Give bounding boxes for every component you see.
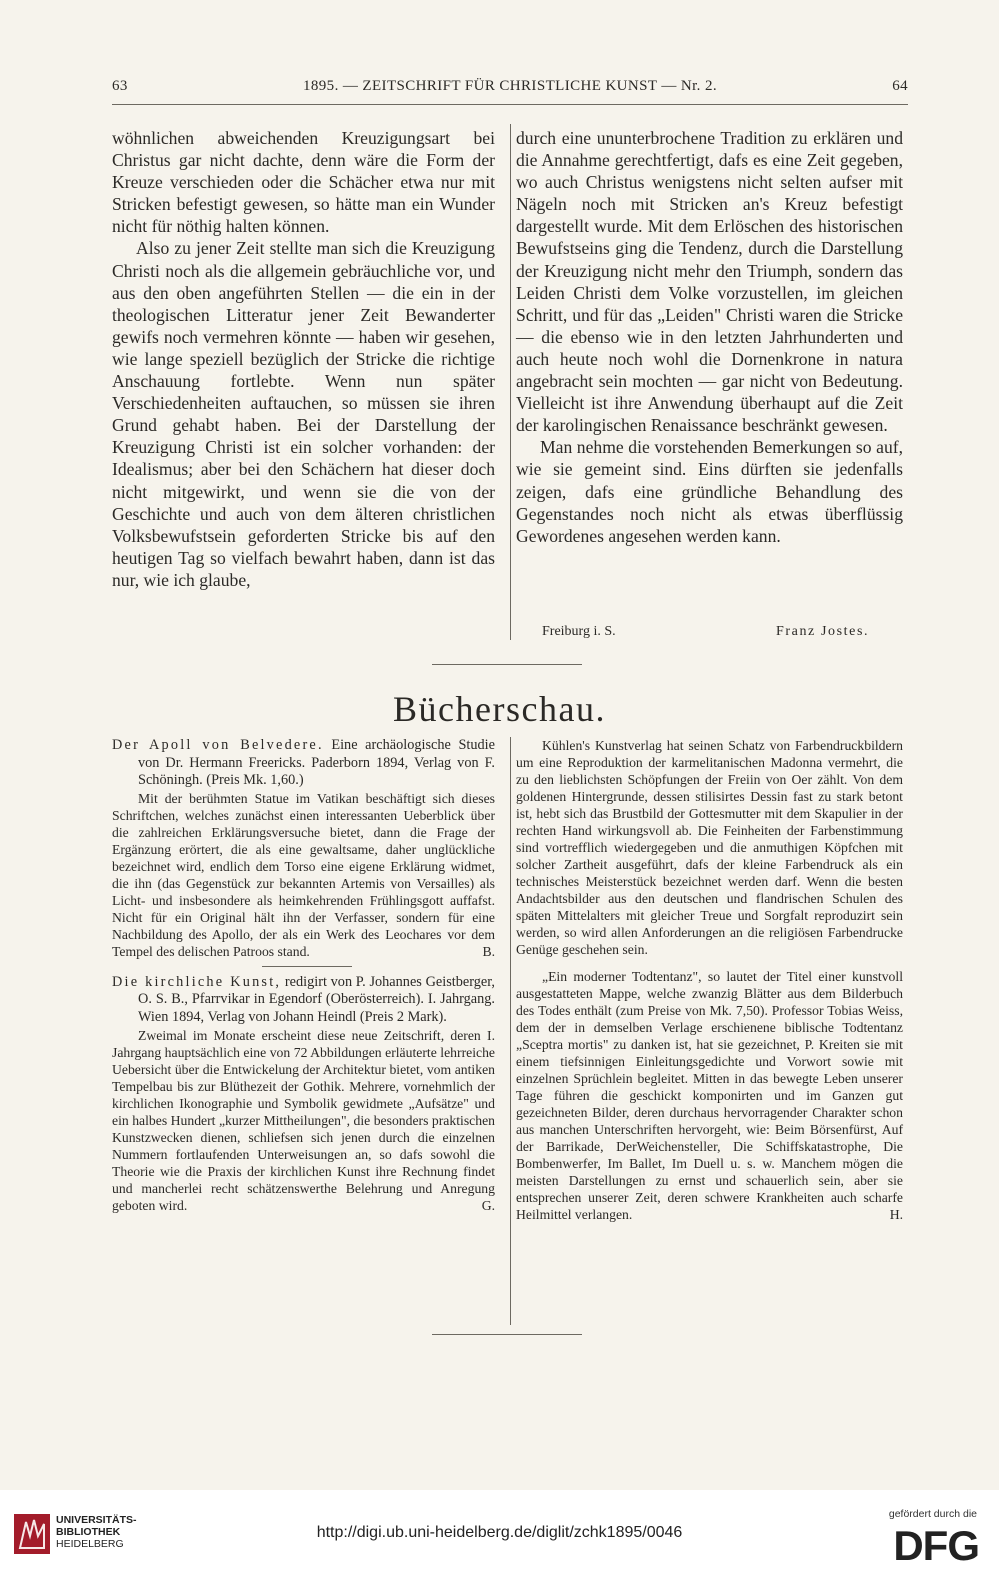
review-separator [112,960,495,974]
reviews-column-right [516,737,903,1223]
column-divider-top [510,124,511,640]
running-header [112,78,908,102]
end-rule [432,1334,582,1335]
paragraph: wöhnlichen abweichenden Kreuzigungsart bei Christus gar nicht dachte, denn wäre die Form der Kreuze verschieden oder die Schächer etwa nur mit Stricken befestigt gewesen, so hätte man ein Wunder nicht für nöthig halten können. [112,128,495,237]
paragraph: Also zu jener Zeit stellte man sich die Kreuzigung Christi noch als die allgemein gebräuchliche vor, und aus den oben angeführten Stellen — die ein in der theologischen Litteratur jener Zeit Bewanderter gewifs noch vermehren könnte — haben wir gesehen, wie lange speziell bezüglich der Stricke die richtige Anschauung fortlebte. Wenn nun später Verschiedenheiten auftauchen, so müssen sie ihren Grund gehabt haben. Bei der Darstellung der Kreuzigung Christi ist ein solcher vorhanden: der Idealismus; aber bei den Schächern hat dieser doch nicht mitgewirkt, und wenn sie die von der Geschichte und auch von dem älteren christlichen Volksbewufstsein geforderten Stricke bis auf den heutigen Tag so vielfach bewahrt haben, dann ist das nur, wie ich glaube, [112,238,495,590]
review-text: Mit der berühmten Statue im Vatikan beschäftigt sich dieses Schriftchen, welches zunächst einen interessanten Ueberblick über die zahlreichen Erklärungsversuche bietet, dann die Frage der Ergänzung erörtert, die als eine gewaltsame, daher unglückliche bezeichnet wird, endlich dem Torso eine eigene Erklärung widmet, die ihn (das Gegenstück zur bekannten Artemis von Versailles) als Licht- und insbesondere als heimkehrenden Frühlingsgott auffafst. Nicht für ein Original hält ihn der Verfasser, sondern für eine Nachbildung des Apollo, der als ein Werk des Leochares vor dem Tempel des delischen Patroos stand. [112,790,495,959]
review-title: Der Apoll von Belvedere. [112,737,324,753]
header-rule [112,104,908,105]
paragraph: Man nehme die vorstehenden Bemerkungen so auf, wie sie gemeint sind. Eins dürften sie jedenfalls zeigen, dafs eine gründliche Behandlung des Gegenstandes noch nicht als etwas überflüssig Gewordenes angesehen werden kann. [516,437,903,546]
review-title: Die kirchliche Kunst, [112,973,282,990]
reviews-column-left [112,737,495,1214]
reviewer-initial: B. [482,943,495,959]
column-left-top [112,127,495,591]
reviewer-initial: H. [889,1207,903,1222]
page-number-left: 63 [112,78,128,94]
library-name-line: HEIDELBERG [56,1538,124,1550]
review-text: „Ein moderner Todtentanz", so lautet der Titel einer kunstvoll ausgestatteten Mappe, welche zwanzig Blätter aus dem Bilderbuch des Todes enthält (zum Preise von Mk. 7,50). Professor Tobias Weiss, dem der in demselben Verlage erschienene biblische Todtentanz „Sceptra mortis" zu danken ist, hat sie gezeichnet, P. Kreiten sie mit einem tiefsinnigen Einleitungsgedichte und Vorwort sowie mit einzelnen Sprüchlein begleitet. Mitten in das bewegte Leben unserer Tage führen die geschickt komponirten und im Ganzen gut gezeichneten Bilder, deren durchaus hervorragender Charakter schon aus manchen Unterschriften hervorgeht, wie: Beim Börsenfürst, Auf der Barrikade, DerWeichensteller, Die Schiffskatastrophe, Die Bombenwerfer, Im Ballet, Im Duell u. s. w. Manchem mögen die meisten Darstellungen zu ernst und schauerlich sein, aber sie entsprechen unserer Zeit, deren schwere Krankheiten auch scharfe Heilmittel verlangen. [516,969,903,1222]
page-number-right: 64 [892,78,908,94]
section-title: Bücherschau. [393,689,606,729]
library-name-line: BIBLIOTHEK [56,1526,121,1538]
paragraph: durch eine ununterbrochene Tradition zu erklären und die Annahme gerechtfertigt, dafs es eine Zeit gegeben, wo auch Christus wenigstens nicht selten aufser mit Nägeln noch mit Stricken an's Kreuz befestigt dargestellt wurde. Mit dem Erlöschen des historischen Bewufstseins ging die Tendenz, durch die Darstellung der Kreuzigung nicht mehr den Triumph, sondern das Leiden Christi dem Volke vorzustellen, im gleichen Schritt, und für das „Leiden" Christi waren die Stricke — die ebenso wie in den letzten Jahrhunderten und auch heute noch wohl die Dornenkrone in natura angebracht sein mochten — gar nicht von Bedeutung. Vielleicht ist ihre Anwendung überhaupt auf die Zeit der karolingischen Renaissance beschränkt gewesen. [516,128,903,436]
digitization-footer [0,1490,999,1579]
signature-author: Franz Jostes. [776,624,870,639]
review-heading [112,737,495,790]
column-divider-bottom [510,737,511,1325]
review-body [516,968,903,1223]
journal-title: 1895. — ZEITSCHRIFT FÜR CHRISTLICHE KUNST — Nr. 2. [302,78,718,94]
funded-by-label: gefördert durch die [888,1508,977,1520]
section-rule [432,664,582,665]
reviewer-initial: G. [481,1197,495,1213]
review-text: Zweimal im Monate erscheint diese neue Zeitschrift, deren I. Jahrgang hauptsächlich eine von 72 Abbildungen erläuterte lehrreiche Uebersicht über die Entwickelung der Architektur bietet, vom antiken Tempelbau bis zur Blüthezeit der Gothik. Mehrere, vornehmlich der kirchlichen Ikonographie und Symbolik gewidmete „Aufsätze" und ein halbes Hundert „kurzer Mittheilungen", die besonders praktischen Kunstzwecken dienen, schliefsen sich jenen durch die einzelnen Nummern fortlaufenden Unterweisungen an, so dafs sowohl die Theorie wie die Praxis der kirchlichen Kunst ihre Rechnung findet und mancherlei recht schätzenswerthe Belehrung und Anregung geboten wird. [112,1027,495,1213]
review-details: redigirt von P. Johannes Geistberger, O. S. B., Pfarrvikar in Egendorf (Oberösterreich). I. Jahrgang. Wien 1894, Verlag von Johann Heindl (Preis 2 Mark). [138,973,495,1025]
signature-place: Freiburg i. S. [542,624,616,639]
source-url-link[interactable]: http://digi.ub.uni-heidelberg.de/diglit/zchk1895/0046 [316,1524,683,1541]
review-body: Kühlen's Kunstverlag hat seinen Schatz von Farbendruckbildern um eine Reproduktion der karmelitanischen Madonna vermehrt, die zu den lieblichsten Schöpfungen der Freiin von Oer zählt. Von dem goldenen Hintergrunde, dessen stilisirtes Dessin fast zu stark betont ist, hebt sich das Brustbild der Gottesmutter mit dem Skapulier in der rechten Hand wirkungsvoll ab. Die Feinheiten der Farbenstimmung sind vortrefflich wiedergegeben und die anmuthigen Köpfchen mit solcher Zartheit ausgeführt, dafs der kleine Farbendruck als ein technisches Meisterstück bezeichnet werden darf. Wenn die besten Andachtsbilder aus den deutschen und flandrischen Schulen des späten Mittelalters mit gleicher Treue und Sorgfalt reproduzirt sein werden, so wird allen Anforderungen an die religiösen Farbendrucke Genüge geschehen sein. [516,738,903,957]
review-heading [112,974,495,1027]
column-right-top [516,127,903,547]
dfg-logo: DFG [893,1522,979,1569]
review-body [112,790,495,960]
library-name-line: UNIVERSITÄTS- [56,1514,137,1526]
review-body [112,1027,495,1214]
review-details: Eine archäologische Studie von Dr. Hermann Freericks. Paderborn 1894, Verlag von F. Schöningh. (Preis Mk. 1,60.) [138,737,495,789]
